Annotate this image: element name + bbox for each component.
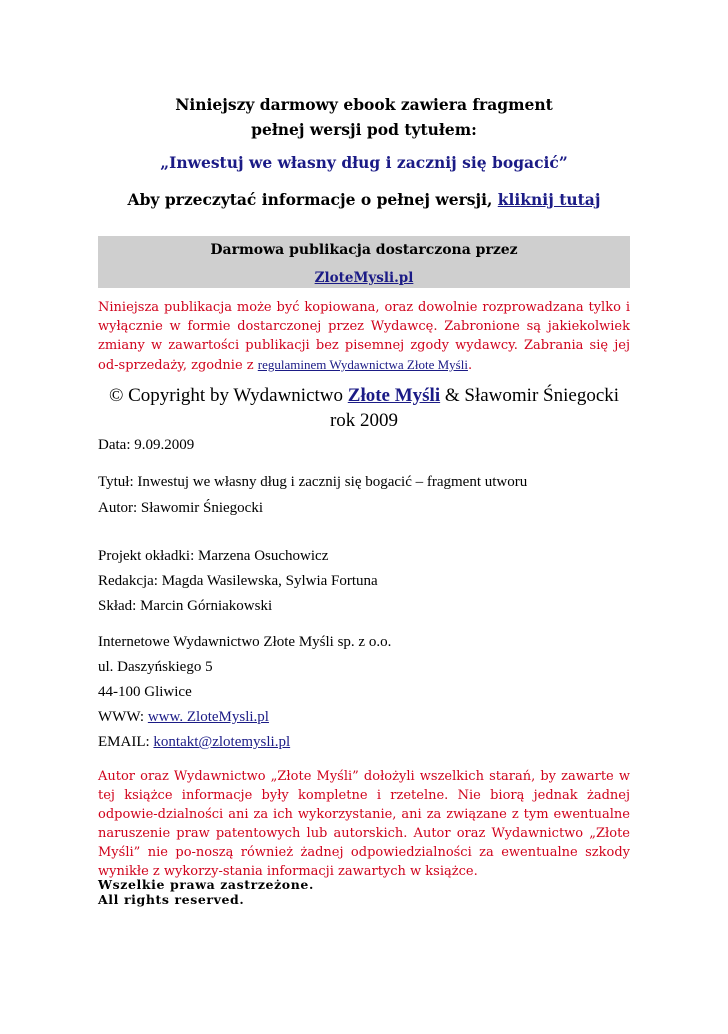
book-title: „Inwestuj we własny dług i zacznij się bogacić” xyxy=(160,153,568,172)
city-address: 44-100 Gliwice xyxy=(98,684,192,700)
email-link[interactable]: kontakt@zlotemysli.pl xyxy=(153,734,291,750)
copyright-prefix: © Copyright by Wydawnictwo xyxy=(108,385,344,406)
click-here-link[interactable]: kliknij tutaj xyxy=(497,190,601,209)
disclaimer: Autor oraz Wydawnictwo „Złote Myśli” dołożyli wszelkich starań, by zawarte w tej książce informacje były kompletne i rzetelne. Nie biorą jednak żadnej odpowie-dzialności ani za ich wykorzystanie, ani za związane z tym ewentualne naruszenie praw patentowych lub autorskich. Autor oraz Wydawnictwo „Złote Myśli” nie po-noszą również żadnej odpowiedzialności za ewentualne szkody wynikłe z wykorzy-stania informacji zawartych w książce. xyxy=(98,769,630,879)
publisher-label: Darmowa publikacja dostarczona przez xyxy=(210,242,518,258)
email-label: EMAIL: xyxy=(98,734,150,750)
rights-reserved-en: All rights reserved. xyxy=(98,892,245,907)
publication-date: Data: 9.09.2009 xyxy=(98,437,195,453)
copyright-year: rok 2009 xyxy=(329,410,399,431)
book-title-line: Tytuł: Inwestuj we własny dług i zacznij się bogacić – fragment utworu xyxy=(98,474,528,490)
editing-line: Redakcja: Magda Wasilewska, Sylwia Fortuna xyxy=(98,573,378,589)
header-line-2: pełnej wersji pod tytułem: xyxy=(251,120,477,139)
info-line xyxy=(0,189,728,211)
www-line xyxy=(98,706,269,728)
rights-reserved-pl: Wszelkie prawa zastrzeżone. xyxy=(98,877,314,892)
header-line-1: Niniejszy darmowy ebook zawiera fragment xyxy=(175,95,553,114)
cover-design-line: Projekt okładki: Marzena Osuchowicz xyxy=(98,548,329,564)
info-prefix: Aby przeczytać informacje o pełnej wersji, xyxy=(127,190,493,209)
copyright-suffix: & Sławomir Śniegocki xyxy=(444,385,620,406)
zlotemysli-link[interactable]: ZloteMysli.pl xyxy=(314,270,414,286)
notice-end: . xyxy=(467,358,473,373)
company-name: Internetowe Wydawnictwo Złote Myśli sp. z o.o. xyxy=(98,634,392,650)
author-line: Autor: Sławomir Śniegocki xyxy=(98,500,263,516)
zlote-mysli-brand-link[interactable]: Złote Myśli xyxy=(347,385,441,406)
copyright-line xyxy=(0,384,728,408)
email-line xyxy=(98,731,290,753)
website-link[interactable]: www. ZloteMysli.pl xyxy=(147,709,269,725)
notice-text: Niniejsza publikacja może być kopiowana, oraz dowolnie rozprowadzana tylko i wyłącznie w formie dostarczonej przez Wydawcę. Zabronione są jakiekolwiek zmiany w zawartości publikacji bez pisemnej zgody wydawcy. Zabrania się jej od-sprzedaży, zgodnie z xyxy=(98,300,630,373)
typesetting-line: Skład: Marcin Górniakowski xyxy=(98,598,273,614)
www-label: WWW: xyxy=(98,709,145,725)
regulations-link[interactable]: regulaminem Wydawnictwa Złote Myśli xyxy=(257,357,468,372)
street-address: ul. Daszyńskiego 5 xyxy=(98,659,213,675)
publisher-box xyxy=(98,236,630,288)
copy-notice xyxy=(98,298,630,375)
